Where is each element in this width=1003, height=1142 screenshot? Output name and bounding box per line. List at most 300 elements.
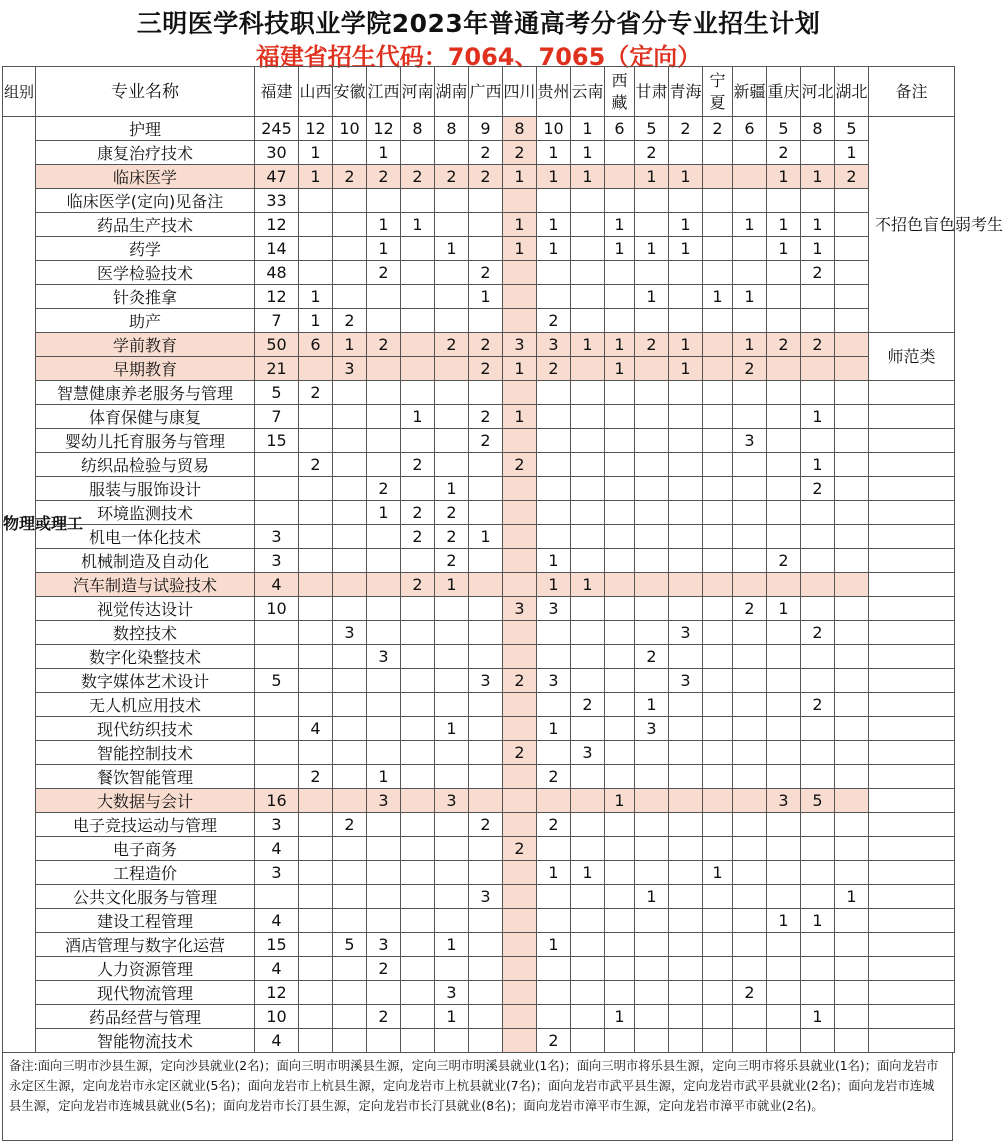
table-row: [3, 837, 955, 861]
quota-cell: 1: [669, 213, 703, 237]
quota-cell: 8: [503, 117, 537, 141]
quota-cell: [801, 741, 835, 765]
quota-cell: 2: [801, 333, 835, 357]
quota-cell: [635, 549, 669, 573]
header-province: 甘肃: [635, 67, 669, 117]
quota-cell: [669, 1029, 703, 1053]
quota-cell: [435, 741, 469, 765]
quota-cell: [767, 621, 801, 645]
quota-cell: [669, 933, 703, 957]
quota-cell: 2: [333, 813, 367, 837]
quota-cell: 3: [367, 645, 401, 669]
quota-cell: [635, 957, 669, 981]
quota-cell: 1: [801, 165, 835, 189]
quota-cell: [503, 645, 537, 669]
table-row: [3, 309, 955, 333]
quota-cell: [333, 909, 367, 933]
remark-empty: [869, 477, 955, 501]
quota-cell: [299, 549, 333, 573]
quota-cell: 12: [255, 981, 299, 1005]
quota-cell: [299, 357, 333, 381]
quota-cell: [801, 717, 835, 741]
quota-cell: [299, 741, 333, 765]
quota-cell: 5: [635, 117, 669, 141]
quota-cell: [299, 837, 333, 861]
quota-cell: 2: [435, 549, 469, 573]
quota-cell: [835, 861, 869, 885]
quota-cell: [835, 573, 869, 597]
quota-cell: [733, 957, 767, 981]
quota-cell: [767, 861, 801, 885]
quota-cell: 1: [669, 165, 703, 189]
quota-cell: [605, 813, 635, 837]
quota-cell: [669, 309, 703, 333]
quota-cell: [703, 621, 733, 645]
quota-cell: [469, 861, 503, 885]
header-province: 河南: [401, 67, 435, 117]
quota-cell: [635, 741, 669, 765]
quota-cell: [571, 813, 605, 837]
quota-cell: 2: [469, 333, 503, 357]
quota-cell: [835, 309, 869, 333]
major-name: 纺织品检验与贸易: [36, 453, 255, 477]
quota-cell: [801, 381, 835, 405]
quota-cell: [835, 357, 869, 381]
quota-cell: [435, 189, 469, 213]
quota-cell: [469, 189, 503, 213]
quota-cell: [299, 1005, 333, 1029]
major-name: 无人机应用技术: [36, 693, 255, 717]
major-name: 助产: [36, 309, 255, 333]
quota-cell: [299, 669, 333, 693]
quota-cell: 2: [469, 165, 503, 189]
quota-cell: [669, 525, 703, 549]
table-row: [3, 765, 955, 789]
quota-cell: [767, 525, 801, 549]
quota-cell: [299, 933, 333, 957]
quota-cell: [835, 741, 869, 765]
remark-empty: [869, 837, 955, 861]
quota-cell: [733, 477, 767, 501]
quota-cell: 2: [299, 453, 333, 477]
quota-cell: [435, 141, 469, 165]
quota-cell: [401, 141, 435, 165]
quota-cell: [367, 885, 401, 909]
table-row: [3, 669, 955, 693]
quota-cell: [605, 453, 635, 477]
quota-cell: [703, 453, 733, 477]
quota-cell: [835, 285, 869, 309]
quota-cell: 2: [767, 549, 801, 573]
quota-cell: [333, 405, 367, 429]
quota-cell: [299, 981, 333, 1005]
quota-cell: [605, 165, 635, 189]
quota-cell: [669, 501, 703, 525]
quota-cell: [537, 885, 571, 909]
quota-cell: [669, 141, 703, 165]
quota-cell: [401, 309, 435, 333]
quota-cell: 3: [635, 717, 669, 741]
quota-cell: [537, 621, 571, 645]
quota-cell: [367, 597, 401, 621]
quota-cell: [635, 621, 669, 645]
quota-cell: [801, 501, 835, 525]
quota-cell: [401, 645, 435, 669]
quota-cell: 1: [801, 237, 835, 261]
quota-cell: 4: [255, 573, 299, 597]
table-row: [3, 333, 955, 357]
quota-cell: [401, 765, 435, 789]
quota-cell: 1: [299, 285, 333, 309]
quota-cell: [767, 453, 801, 477]
quota-cell: [703, 213, 733, 237]
remark-empty: [869, 453, 955, 477]
quota-cell: [503, 501, 537, 525]
quota-cell: [299, 645, 333, 669]
table-row: [3, 909, 955, 933]
quota-cell: [703, 525, 733, 549]
quota-cell: [333, 597, 367, 621]
remark-empty: [869, 573, 955, 597]
table-row: [3, 453, 955, 477]
major-name: 建设工程管理: [36, 909, 255, 933]
quota-cell: [669, 1005, 703, 1029]
quota-cell: [733, 237, 767, 261]
quota-cell: 1: [537, 573, 571, 597]
quota-cell: [469, 549, 503, 573]
quota-cell: [435, 837, 469, 861]
quota-cell: 2: [469, 357, 503, 381]
table-row: [3, 357, 955, 381]
quota-cell: 2: [367, 957, 401, 981]
quota-cell: 2: [435, 501, 469, 525]
quota-cell: [733, 861, 767, 885]
table-row: [3, 645, 955, 669]
quota-cell: 2: [435, 525, 469, 549]
quota-cell: [255, 453, 299, 477]
quota-cell: 3: [669, 669, 703, 693]
quota-cell: 3: [255, 525, 299, 549]
table-row: [3, 717, 955, 741]
remark-empty: [869, 909, 955, 933]
quota-cell: 10: [255, 597, 299, 621]
quota-cell: 2: [537, 357, 571, 381]
quota-cell: [299, 525, 333, 549]
quota-cell: [703, 189, 733, 213]
quota-cell: [503, 693, 537, 717]
quota-cell: [801, 861, 835, 885]
major-name: 早期教育: [36, 357, 255, 381]
quota-cell: [435, 813, 469, 837]
quota-cell: [733, 1029, 767, 1053]
quota-cell: [367, 717, 401, 741]
quota-cell: [537, 477, 571, 501]
quota-cell: [503, 525, 537, 549]
quota-cell: [435, 645, 469, 669]
quota-cell: 2: [299, 381, 333, 405]
quota-cell: 47: [255, 165, 299, 189]
quota-cell: [801, 885, 835, 909]
quota-cell: [669, 789, 703, 813]
quota-cell: [333, 717, 367, 741]
quota-cell: [703, 957, 733, 981]
quota-cell: 1: [299, 309, 333, 333]
table-row: [3, 285, 955, 309]
table-row: [3, 981, 955, 1005]
remark-empty: [869, 861, 955, 885]
quota-cell: [401, 621, 435, 645]
quota-cell: 1: [537, 213, 571, 237]
quota-cell: 1: [767, 597, 801, 621]
quota-cell: [299, 861, 333, 885]
quota-cell: [605, 1029, 635, 1053]
quota-cell: [733, 813, 767, 837]
quota-cell: [801, 1029, 835, 1053]
table-row: [3, 117, 955, 141]
quota-cell: [435, 309, 469, 333]
quota-cell: [669, 765, 703, 789]
major-name: 大数据与会计: [36, 789, 255, 813]
quota-cell: [605, 621, 635, 645]
quota-cell: [703, 741, 733, 765]
quota-cell: [401, 429, 435, 453]
quota-cell: 2: [333, 165, 367, 189]
quota-cell: 1: [635, 693, 669, 717]
quota-cell: 1: [537, 717, 571, 741]
quota-cell: [537, 909, 571, 933]
quota-cell: [605, 573, 635, 597]
remark-empty: [869, 717, 955, 741]
quota-cell: [571, 597, 605, 621]
quota-cell: [635, 789, 669, 813]
quota-cell: 10: [333, 117, 367, 141]
quota-cell: [801, 957, 835, 981]
remark-empty: [869, 981, 955, 1005]
quota-cell: [401, 357, 435, 381]
quota-cell: 3: [333, 357, 367, 381]
table-row: [3, 237, 955, 261]
quota-cell: 2: [733, 597, 767, 621]
quota-cell: [571, 525, 605, 549]
quota-cell: 2: [503, 141, 537, 165]
quota-cell: [537, 189, 571, 213]
quota-cell: [255, 501, 299, 525]
quota-cell: 1: [605, 1005, 635, 1029]
quota-cell: 1: [469, 285, 503, 309]
quota-cell: [255, 693, 299, 717]
quota-cell: [835, 189, 869, 213]
quota-cell: [571, 189, 605, 213]
major-name: 机电一体化技术: [36, 525, 255, 549]
quota-cell: [703, 669, 733, 693]
quota-cell: 1: [571, 861, 605, 885]
quota-cell: [835, 549, 869, 573]
quota-cell: [767, 837, 801, 861]
quota-cell: [401, 981, 435, 1005]
quota-cell: [605, 885, 635, 909]
quota-cell: [401, 861, 435, 885]
quota-cell: [767, 741, 801, 765]
quota-cell: 6: [299, 333, 333, 357]
quota-cell: [733, 405, 767, 429]
quota-cell: 3: [767, 789, 801, 813]
quota-cell: [635, 405, 669, 429]
quota-cell: 2: [835, 165, 869, 189]
quota-cell: [401, 261, 435, 285]
remark-empty: [869, 765, 955, 789]
quota-cell: [333, 189, 367, 213]
quota-cell: [571, 909, 605, 933]
quota-cell: [669, 813, 703, 837]
quota-cell: [835, 429, 869, 453]
quota-cell: [367, 909, 401, 933]
quota-cell: [669, 573, 703, 597]
quota-cell: 1: [635, 285, 669, 309]
major-name: 体育保健与康复: [36, 405, 255, 429]
quota-cell: [703, 477, 733, 501]
header-remark: 备注: [869, 67, 955, 117]
quota-cell: [401, 189, 435, 213]
quota-cell: [835, 765, 869, 789]
quota-cell: [537, 1005, 571, 1029]
quota-cell: [835, 405, 869, 429]
footnote-remarks: 备注:面向三明市沙县生源，定向沙县就业(2名)；面向三明市明溪县生源，定向三明市明溪县就业(1名)；面向三明市将乐县生源，定向三明市将乐县就业(1名)；面向龙岩市永定区生源，定向龙岩市永定区就业(5名)；面向龙岩市上杭县生源，定向龙岩市上杭县就业(7名)；面向龙岩市武平县生源，定向龙岩市武平县就业(2名)；面向龙岩市连城县生源，定向龙岩市连城县就业(5名)；面向龙岩市长汀县生源，定向龙岩市长汀县就业(8名)；面向龙岩市漳平市生源，定向龙岩市漳平市就业(2名)。: [2, 1052, 953, 1141]
quota-cell: 2: [469, 261, 503, 285]
quota-cell: [703, 933, 733, 957]
quota-cell: 12: [255, 285, 299, 309]
quota-cell: [767, 429, 801, 453]
table-row: [3, 861, 955, 885]
quota-cell: [669, 981, 703, 1005]
quota-cell: [767, 573, 801, 597]
quota-cell: [469, 1005, 503, 1029]
quota-cell: [435, 861, 469, 885]
quota-cell: 2: [435, 165, 469, 189]
quota-cell: 1: [733, 285, 767, 309]
quota-cell: [435, 693, 469, 717]
quota-cell: [703, 165, 733, 189]
quota-cell: 3: [503, 333, 537, 357]
quota-cell: 2: [367, 477, 401, 501]
quota-cell: [669, 381, 703, 405]
remark-empty: [869, 549, 955, 573]
header-province: 山西: [299, 67, 333, 117]
quota-cell: [571, 261, 605, 285]
quota-cell: [703, 693, 733, 717]
quota-cell: [605, 309, 635, 333]
quota-cell: 8: [435, 117, 469, 141]
header-group: 组别: [3, 67, 36, 117]
quota-cell: [767, 717, 801, 741]
quota-cell: [767, 693, 801, 717]
quota-cell: [801, 645, 835, 669]
quota-cell: [435, 597, 469, 621]
quota-cell: [767, 957, 801, 981]
quota-cell: 2: [367, 1005, 401, 1029]
quota-cell: 7: [255, 309, 299, 333]
quota-cell: [469, 909, 503, 933]
remark-empty: [869, 813, 955, 837]
quota-cell: [835, 789, 869, 813]
quota-cell: [835, 645, 869, 669]
major-name: 数字媒体艺术设计: [36, 669, 255, 693]
quota-cell: [767, 933, 801, 957]
quota-cell: [503, 477, 537, 501]
header-province: 云南: [571, 67, 605, 117]
quota-cell: [605, 957, 635, 981]
major-name: 智慧健康养老服务与管理: [36, 381, 255, 405]
quota-cell: 1: [537, 237, 571, 261]
quota-cell: [835, 597, 869, 621]
quota-cell: [255, 477, 299, 501]
quota-cell: [703, 789, 733, 813]
quota-cell: [401, 885, 435, 909]
quota-cell: [835, 477, 869, 501]
remark-empty: [869, 669, 955, 693]
quota-cell: [605, 861, 635, 885]
quota-cell: [703, 237, 733, 261]
quota-cell: 50: [255, 333, 299, 357]
quota-cell: 48: [255, 261, 299, 285]
remark-empty: [869, 621, 955, 645]
quota-cell: 2: [367, 165, 401, 189]
table-row: [3, 429, 955, 453]
quota-cell: [703, 1005, 733, 1029]
quota-cell: [635, 261, 669, 285]
quota-cell: [333, 981, 367, 1005]
quota-cell: [801, 285, 835, 309]
quota-cell: [571, 1005, 605, 1029]
quota-cell: [299, 189, 333, 213]
quota-cell: [703, 573, 733, 597]
quota-cell: [733, 525, 767, 549]
quota-cell: [435, 357, 469, 381]
quota-cell: [299, 261, 333, 285]
quota-cell: 1: [767, 909, 801, 933]
quota-cell: 2: [469, 813, 503, 837]
quota-cell: 4: [255, 837, 299, 861]
quota-cell: [469, 381, 503, 405]
quota-cell: 1: [605, 213, 635, 237]
quota-cell: [367, 189, 401, 213]
quota-cell: 2: [801, 693, 835, 717]
quota-cell: [401, 237, 435, 261]
quota-cell: [571, 933, 605, 957]
quota-cell: 2: [469, 429, 503, 453]
quota-cell: 1: [571, 573, 605, 597]
quota-cell: [435, 765, 469, 789]
quota-cell: [469, 933, 503, 957]
quota-cell: [503, 549, 537, 573]
quota-cell: [571, 837, 605, 861]
major-name: 婴幼儿托育服务与管理: [36, 429, 255, 453]
major-name: 现代物流管理: [36, 981, 255, 1005]
quota-cell: [635, 597, 669, 621]
quota-cell: [767, 501, 801, 525]
quota-cell: 1: [605, 357, 635, 381]
quota-cell: [401, 597, 435, 621]
quota-cell: [571, 453, 605, 477]
major-name: 现代纺织技术: [36, 717, 255, 741]
quota-cell: 21: [255, 357, 299, 381]
quota-cell: [669, 261, 703, 285]
quota-cell: [469, 957, 503, 981]
quota-cell: [333, 501, 367, 525]
quota-cell: 2: [401, 165, 435, 189]
quota-cell: [503, 909, 537, 933]
quota-cell: [435, 405, 469, 429]
quota-cell: [367, 669, 401, 693]
